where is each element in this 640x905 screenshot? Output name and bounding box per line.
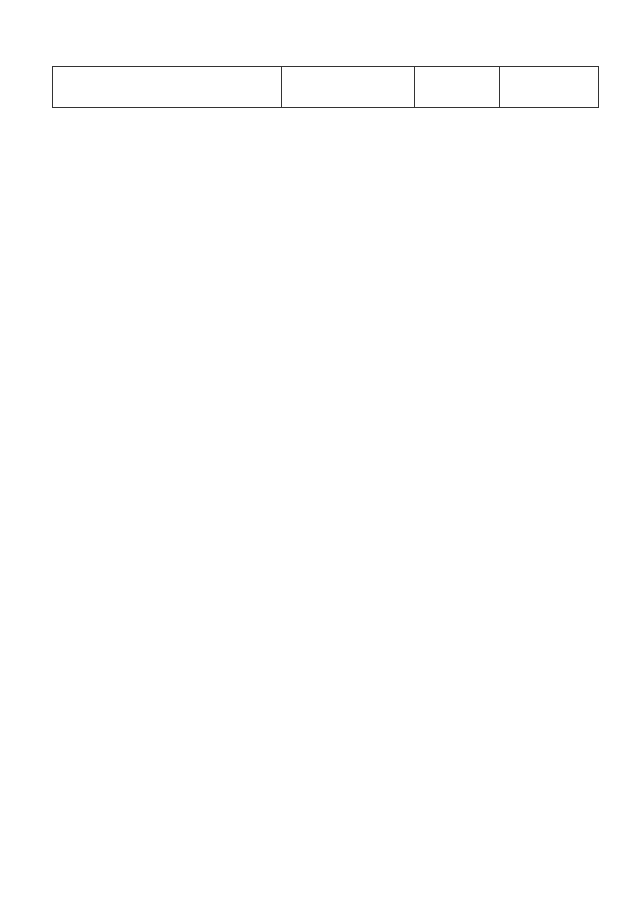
header-done [500,67,598,107]
header-name [53,67,282,107]
table-header [52,66,599,108]
header-approved [415,67,500,107]
header-code [282,67,415,107]
